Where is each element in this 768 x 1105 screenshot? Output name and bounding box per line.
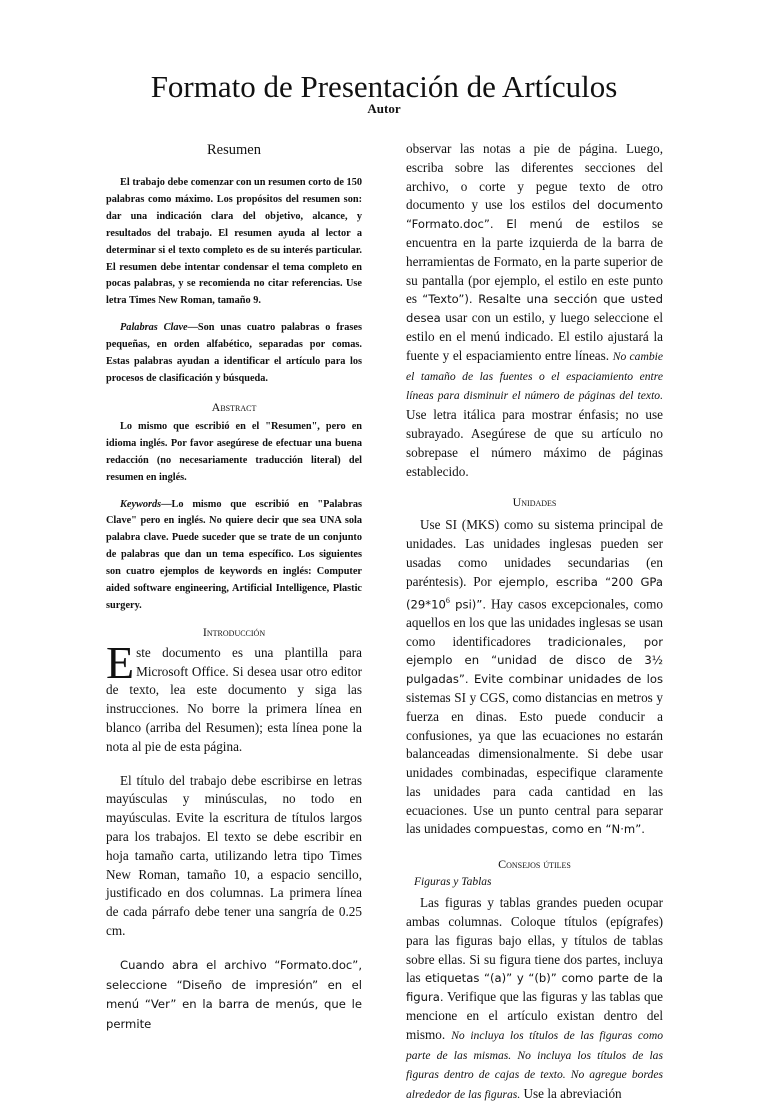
document-title: Formato de Presentación de Artículos	[150, 69, 618, 104]
cuando-abra-text: Cuando abra el archivo “Formato.doc”, seleccione “Diseño de impresión” en el menú “Ver” en la barra de menús, que le permite	[106, 957, 362, 1032]
intro-paragraph	[106, 636, 362, 757]
unidades-text-d: Hay casos excepcionales, como aquellos en los que las unidades inglesas se usan como identificadores	[406, 595, 663, 649]
cuando-abra-paragraph	[106, 956, 362, 1035]
keywords-paragraph	[106, 497, 362, 615]
figuras-text-e: Use la abreviación	[523, 1086, 622, 1102]
palabras-clave-paragraph	[106, 320, 362, 388]
unidades-text-g: compuestas, como en “N·m”.	[474, 822, 645, 837]
author-line: Autor	[367, 101, 401, 116]
estilos-text-a: observar las notas a pie de página. Luego, escriba sobre las diferentes secciones del archivo, o corte y pegue texto de otro documento y use los estilos	[406, 141, 663, 213]
palabras-clave-text: —Son unas cuatro palabras o frases pequeñas, en orden alfabético, separadas por comas. Estas palabras ayudan a identificar el artículo para los procesos de clasificación y búsqueda.	[106, 322, 362, 384]
unidades-text-a: Use SI (MKS) como su sistema principal de unidades. Las unidades inglesas pueden ser usadas como unidades secundarias (en paréntesis). Por	[406, 517, 663, 589]
unidades-heading: Unidades	[512, 495, 557, 510]
estilos-text-d: “Texto”). Resalte una sección que usted desea	[406, 292, 664, 326]
figuras-text-c: Verifique que las figuras y las tablas que mencione en el artículo existan dentro del mismo.	[406, 989, 663, 1042]
unidades-superscript: 6	[445, 595, 450, 605]
palabras-clave-label: Palabras Clave	[120, 322, 188, 334]
introduccion-heading: Introducción	[202, 624, 266, 639]
figuras-subheading: Figuras y Tablas	[414, 876, 492, 889]
keywords-text: —Lo mismo que escribió en "Palabras Clave" pero en inglés. No quiere decir que sea UNA sola palabra clave. Puede suceder que se trate de un conjunto de palabras que dan un tema específico. Los siguientes son cuatro ejemplos de keywords en inglés: Computer aided software engineering, Artificial Intelligence, Plastic surgery.	[106, 498, 362, 611]
right-column	[406, 140, 663, 1105]
consejos-heading: Consejos útiles	[498, 857, 571, 872]
titulo-paragraph: El título del trabajo debe escribirse en letras mayúsculas y minúsculas, no todo en mayúsculas. Evite la escritura de títulos largos para los trabajos. El texto se debe escribir en hoja tamaño carta, utilizando letra tipo Times New Roman, tamaño 10, a espacio sencillo, justificado en dos columnas. La primera línea de cada párrafo debe tener una sangría de 0.25 cm.	[106, 772, 362, 938]
unidades-text-b: ejemplo, escriba “200 GPa (29*10	[406, 574, 664, 611]
unidades-text-f: sistemas SI y CGS, como distancias en metros y fuerza en dinas. Esto puede conducir a confusiones, ya que las ecuaciones no estarán balanceadas dimensionalmente. Si debe usar unidades combinadas, especifique claramente las unidades para cada cantidad en las ecuaciones. Use un punto central para separar las unidades	[406, 689, 663, 837]
estilos-text-b: del documento “Formato.doc”. El menú de estilos	[406, 198, 663, 232]
left-column	[106, 140, 362, 1035]
abstract-paragraph: Lo mismo que escribió en el "Resumen", pero en idioma inglés. Por favor asegúrese de efectuar una buena redacción (no necesariamente traducción literal) del resumen en inglés.	[106, 420, 362, 483]
resumen-heading: Resumen	[207, 142, 261, 158]
resumen-paragraph: El trabajo debe comenzar con un resumen corto de 150 palabras como máximo. Los propósitos del resumen son: dar una indicación clara del objetivo, alcance, y resultados del trabajo. El resumen ayuda al lector a determinar si el texto completo es de su interés particular. El resumen debe intentar condensar el tema completo en pocas palabras, y se recomienda no citar referencias. Use letra Times New Roman, tamaño 9.	[106, 177, 362, 307]
figuras-paragraph	[406, 894, 663, 1105]
estilos-text-f: No cambie el tamaño de las fuentes o el espaciamiento entre líneas para disminuir el número de páginas del texto.	[406, 349, 663, 403]
estilos-text-e: usar con un estilo, y luego seleccione el estilo en el menú indicado. El estilo ajustará la fuente y el espaciamiento entre líneas.	[406, 310, 664, 363]
estilos-text-c: se encuentra en la parte izquierda de la barra de herramientas de Formato, en la parte superior de su pantalla (por ejemplo, el estilo en este punto es	[406, 216, 664, 307]
figuras-text-b: etiquetas “(a)” y “(b)” como parte de la figura.	[406, 971, 663, 1005]
unidades-paragraph	[406, 516, 663, 839]
keywords-label: Keywords	[120, 498, 162, 510]
unidades-text-e: tradicionales, por ejemplo en “unidad de disco de 3½ pulgadas”. Evite combinar unidades de los	[406, 634, 663, 687]
figuras-text-d: No incluya los títulos de las figuras como parte de las mismas. No incluya los títulos de las figuras dentro de cajas de texto. No agregue bordes alrededor de las figuras.	[406, 1028, 664, 1102]
estilos-text-g: Use letra itálica para mostrar énfasis; no use subrayado. Asegúrese de que su artículo no sobrepase el número máximo de páginas establecido.	[406, 407, 663, 479]
intro-text: ste documento es una plantilla para Microsoft Office. Si desea usar otro editor de texto, lea este documento y siga las instrucciones. No borre la primera línea en blanco (arriba del Resumen); esta línea pone la nota al pie de esta página.	[106, 644, 362, 754]
drop-cap: E	[106, 636, 135, 688]
unidades-text-c: psi)”.	[449, 596, 487, 611]
abstract-heading: Abstract	[211, 399, 257, 414]
figuras-text-a: Las figuras y tablas grandes pueden ocupar ambas columnas. Coloque títulos (epígrafes) para las figuras bajo ellas, y títulos de tablas sobre ellas. Si su figura tiene dos partes, incluya las	[406, 895, 663, 986]
estilos-paragraph	[406, 140, 663, 481]
